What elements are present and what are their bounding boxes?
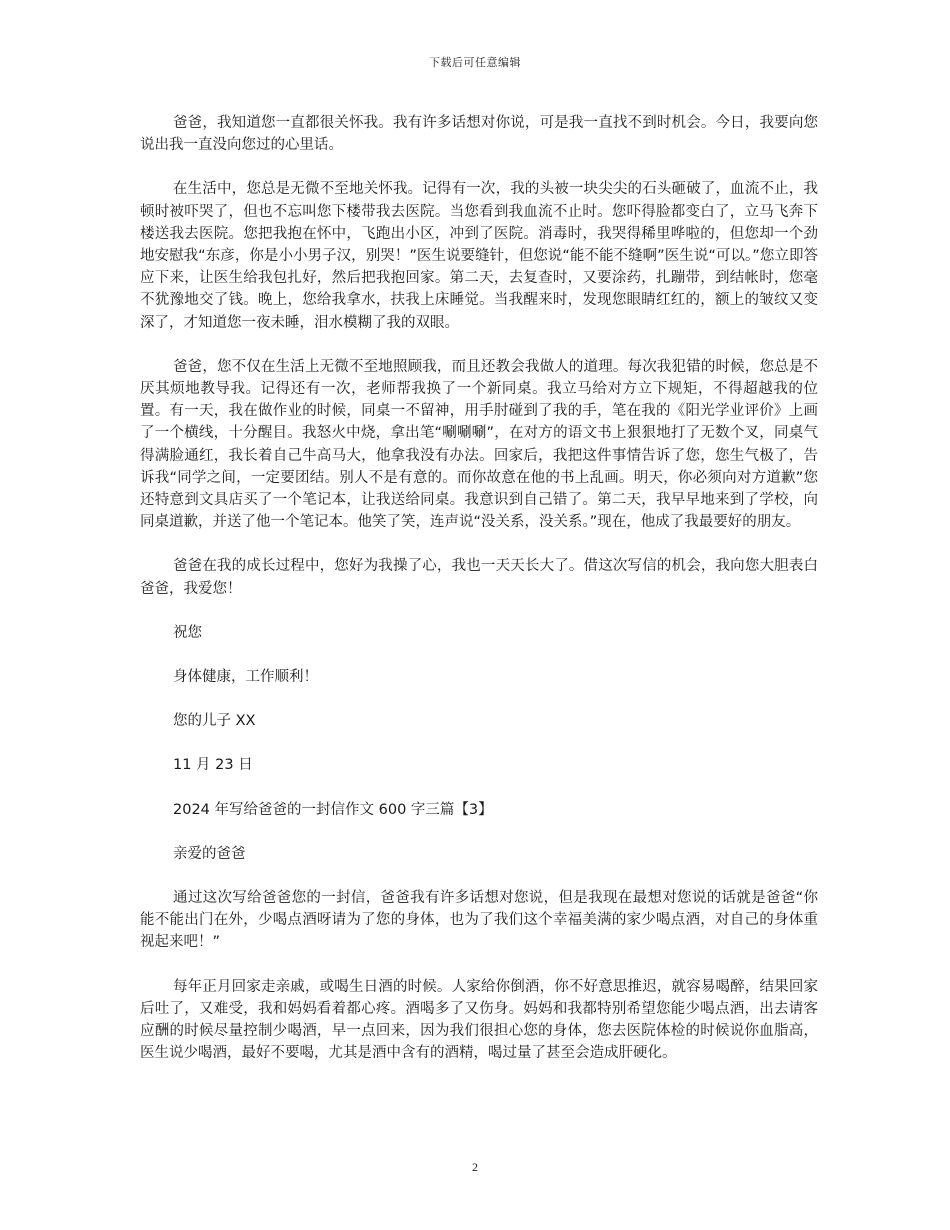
section-title: 2024 年写给爸爸的一封信作文 600 字三篇【3】 — [173, 801, 493, 818]
page-header: 下载后可任意编辑 — [429, 56, 521, 69]
paragraph-life-lesson: 爸爸，您不仅在生活上无微不至地照顾我，而且还教会我做人的道理。每次我犯错的时候，您总是不厌其烦地教导我。记得还有一次，老师帮我换了一个新同桌。我立马给对方立下规矩，不得超越我的位置。有一天，我在做作业的时候，同桌一不留神，用手肘碰到了我的手，笔在我的《阳光学业评价》上画了一个横线，十分醒目。我怒火中烧，拿出笔“唰唰唰”，在对方的语文书上狠狠地打了无数个叉，同桌气得满脸通红，我长着自己牛高马大，他拿我没有办法。回家后，我把这件事情告诉了您，您生气极了，告诉我“同学之间，一定要团结。别人不是有意的。而你故意在他的书上乱画。明天，你必须向对方道歉”您还特意到文具店买了一个笔记本，让我送给同桌。我意识到自己错了。第二天，我早早地来到了学校，向同桌道歉，并送了他一个笔记本。他笑了笑，连声说“没关系，没关系。”现在，他成了我最要好的朋友。 — [140, 358, 818, 531]
letter-salutation: 亲爱的爸爸 — [173, 845, 246, 862]
paragraph-conclusion: 爸爸在我的成长过程中，您好为我操了心，我也一天天长大了。借这次写信的机会，我向您大胆表白爸爸，我爱您！ — [140, 558, 818, 597]
document-body — [140, 112, 818, 1087]
paragraph-drinking: 每年正月回家走亲戚，或喝生日酒的时候。人家给你倒酒，你不好意思推迟，就容易喝醉，结果回家后吐了，又难受，我和妈妈看着都心疼。酒喝多了又伤身。妈妈和我都特别希望您能少喝点酒，出去请客应酬的时候尽量控制少喝酒，早一点回来，因为我们很担心您的身体，您去医院体检的时候说你血脂高，医生说少喝酒，最好不要喝，尤其是酒中含有的酒精，喝过量了甚至会造成肝硬化。 — [140, 978, 818, 1062]
closing-wish: 祝您 — [173, 624, 202, 641]
paragraph-letter-intro: 通过这次写给爸爸您的一封信，爸爸我有许多话想对您说，但是我现在最想对您说的话就是爸爸“你能不能出门在外，少喝点酒呀请为了您的身体，也为了我们这个幸福美满的家少喝点酒，对自己的身体重视起来吧！” — [140, 890, 818, 951]
closing-blessing: 身体健康，工作顺利！ — [173, 669, 318, 686]
paragraph-life-care: 在生活中，您总是无微不至地关怀我。记得有一次，我的头被一块尖尖的石头砸破了，血流不止，我顿时被吓哭了，但也不忘叫您下楼带我去医院。当您看到我血流不止时。您吓得脸都变白了，立马飞奔下楼送我去医院。您把我抱在怀中，飞跑出小区，冲到了医院。消毒时，我哭得稀里哗啦的，但您却一个劲地安慰我“东彦，你是小小男子汉，别哭！”医生说要缝针，但您说“能不能不缝啊”医生说“可以。”您立即答应下来，让医生给我包扎好，然后把我抱回家。第二天，去复查时，又要涂药，扎蹦带，到结帐时，您毫不犹豫地交了钱。晚上，您给我拿水，扶我上床睡觉。当我醒来时，发现您眼睛红红的，额上的皱纹又变深了，才知道您一夜未睡，泪水模糊了我的双眼。 — [140, 181, 818, 331]
closing-date: 11 月 23 日 — [173, 757, 253, 774]
page-number: 2 — [472, 1160, 478, 1174]
closing-signature: 您的儿子 XX — [173, 713, 256, 730]
paragraph-intro: 爸爸，我知道您一直都很关怀我。我有许多话想对你说，可是我一直找不到时机会。今日，我要向您说出我一直没向您过的心里话。 — [140, 115, 818, 154]
